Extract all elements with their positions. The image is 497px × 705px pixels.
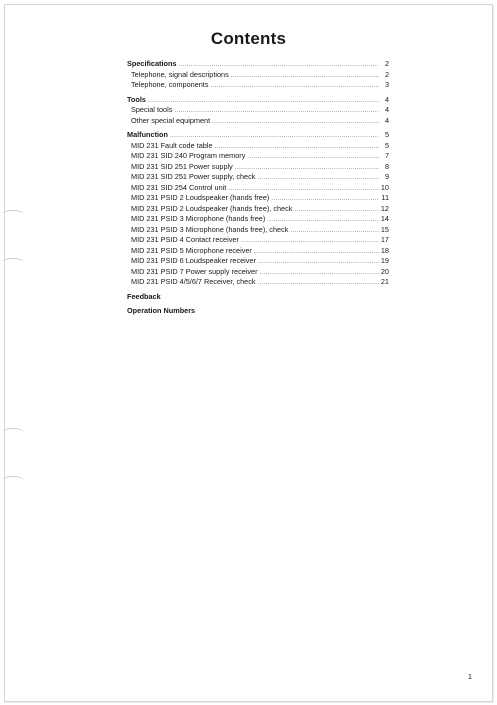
toc-entry-label: Telephone, signal descriptions bbox=[131, 69, 229, 79]
toc-page-number: 2 bbox=[384, 59, 389, 68]
toc-entry-label: MID 231 SID 251 Power supply bbox=[131, 161, 233, 171]
toc-page-number: 4 bbox=[384, 94, 389, 104]
toc-heading[interactable] bbox=[127, 130, 389, 141]
punch-hole-mark bbox=[2, 428, 24, 437]
toc-leader-dots bbox=[260, 268, 379, 279]
toc-page-number: 5 bbox=[384, 140, 389, 150]
toc-page-number: 15 bbox=[380, 224, 389, 234]
toc-entry-label: MID 231 PSID 7 Power supply receiver bbox=[131, 266, 258, 276]
toc-entry-label: MID 231 PSID 3 Microphone (hands free), check bbox=[131, 224, 289, 234]
toc-leader-dots bbox=[258, 257, 379, 268]
toc-entry[interactable] bbox=[127, 225, 389, 236]
toc-entry-label: MID 231 PSID 2 Loudspeaker (hands free), check bbox=[131, 203, 293, 213]
toc-page-number: 8 bbox=[384, 161, 389, 171]
toc-page-number: 5 bbox=[384, 130, 389, 139]
feedback-heading[interactable]: Feedback bbox=[127, 291, 161, 301]
punch-hole-mark bbox=[2, 210, 24, 219]
toc-section-feedback bbox=[127, 292, 389, 303]
toc-page-number: 4 bbox=[384, 105, 389, 114]
toc-entry[interactable] bbox=[127, 116, 389, 127]
toc-entry-label: Telephone, components bbox=[131, 80, 209, 89]
toc-entry[interactable] bbox=[127, 105, 389, 116]
punch-hole-mark bbox=[2, 258, 24, 267]
toc-entry-label: MID 231 PSID 4 Contact receiver bbox=[131, 235, 239, 244]
toc-entry[interactable] bbox=[127, 256, 389, 267]
toc-entry[interactable] bbox=[127, 183, 389, 194]
toc-entry[interactable] bbox=[127, 193, 389, 204]
toc-page-number: 12 bbox=[380, 203, 389, 213]
toc-entry[interactable] bbox=[127, 204, 389, 215]
toc-page-number: 20 bbox=[380, 266, 389, 276]
toc-page-number: 11 bbox=[381, 193, 389, 202]
toc-leader-dots bbox=[247, 152, 379, 163]
toc-entry-label: Special tools bbox=[131, 105, 173, 114]
toc-heading[interactable] bbox=[127, 95, 389, 106]
toc-entry[interactable] bbox=[127, 80, 389, 91]
toc-page-number: 2 bbox=[384, 69, 389, 79]
toc-leader-dots bbox=[258, 278, 379, 289]
toc-page-number: 4 bbox=[384, 115, 389, 125]
toc-page-number: 7 bbox=[384, 151, 389, 160]
toc-entry-label: MID 231 SID 240 Program memory bbox=[131, 151, 246, 160]
toc-leader-dots bbox=[212, 117, 379, 128]
page-number: 1 bbox=[467, 672, 472, 681]
toc-page-number: 9 bbox=[384, 172, 389, 181]
toc-section-specifications bbox=[127, 59, 389, 91]
toc-entry-label: Other special equipment bbox=[131, 115, 211, 125]
toc-leader-dots bbox=[241, 236, 379, 247]
toc-entry-label: MID 231 PSID 5 Microphone receiver bbox=[131, 245, 252, 255]
toc-entry-label: MID 231 PSID 4/5/6/7 Receiver, check bbox=[131, 277, 256, 286]
table-of-contents bbox=[127, 59, 389, 321]
toc-section-malfunction bbox=[127, 130, 389, 288]
toc-leader-dots bbox=[231, 71, 379, 82]
toc-page-number: 17 bbox=[380, 235, 389, 244]
toc-heading-label: Tools bbox=[127, 94, 146, 104]
toc-leader-dots bbox=[235, 163, 379, 174]
toc-page-number: 18 bbox=[380, 245, 389, 255]
toc-entry-label: MID 231 PSID 6 Loudspeaker receiver bbox=[131, 256, 256, 265]
toc-section-tools bbox=[127, 95, 389, 127]
toc-entry[interactable] bbox=[127, 172, 389, 183]
punch-hole-mark bbox=[2, 476, 24, 485]
toc-entry[interactable] bbox=[127, 214, 389, 225]
toc-entry-label: MID 231 SID 251 Power supply, check bbox=[131, 172, 256, 181]
operation-numbers-heading[interactable]: Operation Numbers bbox=[127, 306, 196, 315]
toc-entry[interactable] bbox=[127, 235, 389, 246]
toc-page-number: 19 bbox=[380, 256, 389, 265]
toc-leader-dots bbox=[257, 173, 379, 184]
toc-heading-label: Specifications bbox=[127, 59, 177, 68]
toc-leader-dots bbox=[148, 96, 379, 107]
toc-entry[interactable] bbox=[127, 141, 389, 152]
toc-entry-label: MID 231 SID 254 Control unit bbox=[131, 182, 227, 192]
toc-section-operation-numbers bbox=[127, 306, 389, 317]
toc-leader-dots bbox=[210, 81, 379, 92]
toc-entry[interactable] bbox=[127, 70, 389, 81]
toc-leader-dots bbox=[254, 247, 379, 258]
toc-entry[interactable] bbox=[127, 162, 389, 173]
toc-entry-label: MID 231 Fault code table bbox=[131, 140, 213, 150]
toc-entry-label: MID 231 PSID 3 Microphone (hands free) bbox=[131, 214, 266, 223]
toc-heading-label: Malfunction bbox=[127, 130, 168, 139]
toc-leader-dots bbox=[294, 205, 378, 216]
toc-entry[interactable] bbox=[127, 267, 389, 278]
toc-page-number: 21 bbox=[380, 277, 389, 286]
toc-entry-label: MID 231 PSID 2 Loudspeaker (hands free) bbox=[131, 193, 270, 202]
toc-page-number: 10 bbox=[380, 182, 389, 192]
toc-page-number: 14 bbox=[380, 214, 389, 223]
toc-page-number: 3 bbox=[384, 80, 389, 89]
toc-heading[interactable] bbox=[127, 59, 389, 70]
toc-entry[interactable] bbox=[127, 246, 389, 257]
toc-entry[interactable] bbox=[127, 151, 389, 162]
toc-entry[interactable] bbox=[127, 277, 389, 288]
page-title: Contents bbox=[210, 29, 287, 48]
toc-leader-dots bbox=[290, 226, 379, 237]
